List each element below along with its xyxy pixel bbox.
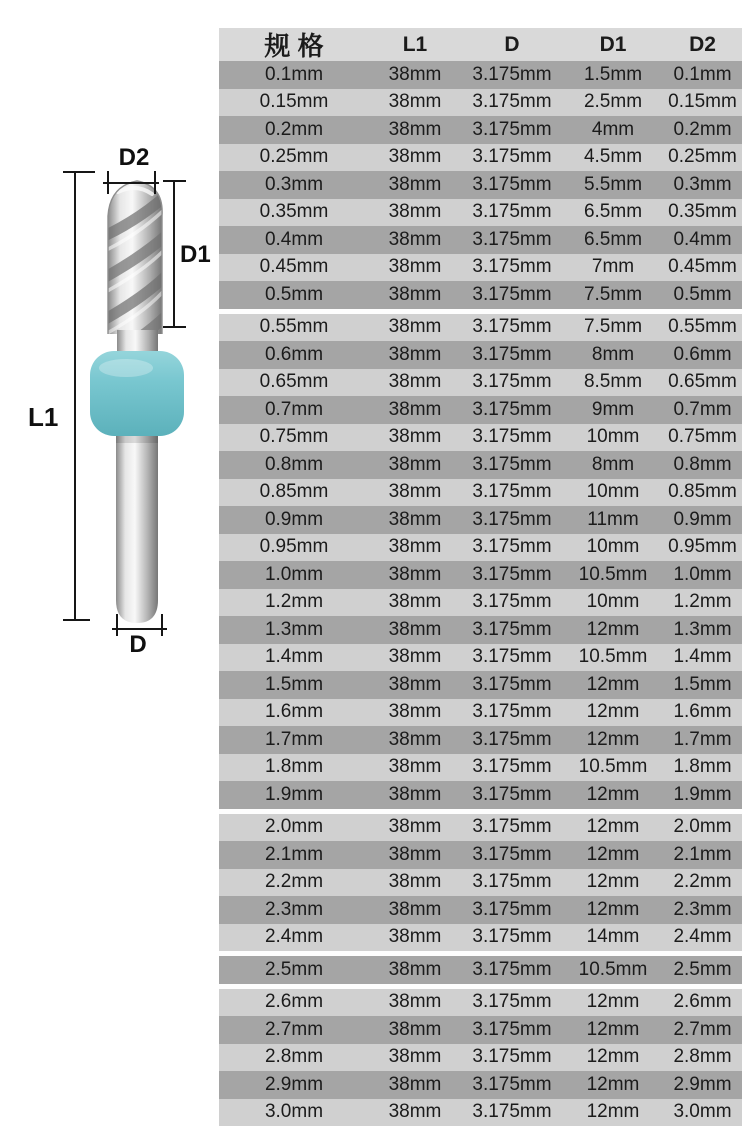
table-cell: 2.4mm — [264, 926, 324, 948]
table-cell: 6.5mm — [583, 228, 643, 250]
table-cell: 3.175mm — [472, 146, 552, 168]
table-cell: 38mm — [388, 926, 442, 948]
table-cell: 0.65mm — [259, 371, 329, 393]
table-cell: 38mm — [388, 283, 442, 305]
table-cell: 38mm — [388, 701, 442, 723]
table-cell: 38mm — [388, 316, 442, 338]
table-cell: 0.3mm — [264, 173, 324, 195]
table-cell: 11mm — [587, 508, 639, 530]
table-row — [219, 226, 742, 254]
table-row — [219, 396, 742, 424]
table-cell: 38mm — [388, 201, 442, 223]
table-cell: 38mm — [388, 958, 442, 980]
table-cell: 3.175mm — [472, 871, 552, 893]
table-cell: 14mm — [586, 926, 640, 948]
table-cell: 3.175mm — [472, 91, 552, 113]
table-cell: 1.4mm — [264, 646, 324, 668]
table-cell: 38mm — [388, 481, 442, 503]
table-cell: 3.175mm — [472, 673, 552, 695]
table-cell: 3.175mm — [472, 453, 552, 475]
table-cell: 3.175mm — [472, 843, 552, 865]
table-row — [219, 61, 742, 89]
table-cell: 38mm — [388, 673, 442, 695]
table-cell: 2.9mm — [264, 1073, 324, 1095]
table-cell: 0.5mm — [264, 283, 324, 305]
table-cell: 38mm — [388, 228, 442, 250]
table-cell: 38mm — [388, 118, 442, 140]
table-cell: 3.175mm — [472, 201, 552, 223]
table-cell: 3.0mm — [673, 1101, 732, 1123]
table-row — [219, 506, 742, 534]
table-cell: 1.2mm — [673, 591, 732, 613]
table-cell: 38mm — [388, 898, 442, 920]
table-cell: 0.45mm — [259, 256, 329, 278]
table-cell: 0.9mm — [673, 508, 732, 530]
table-cell: 3.175mm — [472, 426, 552, 448]
table-row — [219, 814, 742, 842]
table-cell: 38mm — [388, 398, 442, 420]
table-cell: 10.5mm — [578, 563, 648, 585]
table-row — [219, 644, 742, 672]
table-cell: 3.175mm — [472, 563, 552, 585]
table-cell: 1.4mm — [673, 646, 732, 668]
table-cell: 0.35mm — [259, 201, 329, 223]
table-cell: 10.5mm — [578, 958, 648, 980]
table-cell: 2.6mm — [673, 991, 732, 1013]
table-row — [219, 254, 742, 282]
table-cell: 3.175mm — [472, 701, 552, 723]
table-cell: 3.175mm — [472, 756, 552, 778]
table-cell: 38mm — [388, 591, 442, 613]
table-cell: 1.7mm — [264, 728, 324, 750]
table-cell: 12mm — [586, 1018, 640, 1040]
table-cell: 3.175mm — [472, 591, 552, 613]
dimension-label-d1: D1 — [180, 241, 211, 268]
table-cell: 0.2mm — [264, 118, 324, 140]
table-cell: 38mm — [388, 426, 442, 448]
table-cell: 0.6mm — [264, 343, 324, 365]
table-cell: 2.3mm — [673, 898, 732, 920]
table-row — [219, 479, 742, 507]
table-cell: 1.6mm — [264, 701, 324, 723]
table-cell: 12mm — [586, 728, 640, 750]
spec-table — [219, 28, 742, 1126]
table-row — [219, 199, 742, 227]
table-cell: 3.175mm — [472, 898, 552, 920]
column-header: D1 — [599, 32, 627, 56]
table-cell: 0.1mm — [673, 63, 732, 85]
table-cell: 3.175mm — [472, 1046, 552, 1068]
table-cell: 38mm — [388, 843, 442, 865]
table-cell: 1.9mm — [264, 783, 324, 805]
table-cell: 4mm — [591, 118, 635, 140]
table-cell: 2.8mm — [673, 1046, 732, 1068]
table-cell: 38mm — [388, 146, 442, 168]
table-cell: 38mm — [388, 256, 442, 278]
table-cell: 3.175mm — [472, 783, 552, 805]
spec-table-header — [219, 28, 742, 61]
table-cell: 2.6mm — [264, 991, 324, 1013]
table-cell: 1.3mm — [264, 618, 324, 640]
table-cell: 0.3mm — [673, 173, 732, 195]
column-header: D — [504, 32, 520, 56]
table-cell: 1.2mm — [264, 591, 324, 613]
table-cell: 10mm — [586, 481, 640, 503]
table-cell: 3.175mm — [472, 1101, 552, 1123]
table-cell: 0.45mm — [668, 256, 737, 278]
table-cell: 7.5mm — [583, 283, 643, 305]
table-cell: 38mm — [388, 1101, 442, 1123]
table-cell: 38mm — [388, 816, 442, 838]
table-row — [219, 369, 742, 397]
table-cell: 12mm — [586, 816, 640, 838]
table-row — [219, 534, 742, 562]
table-cell: 2.1mm — [673, 843, 732, 865]
table-cell: 2.5mm — [264, 958, 324, 980]
table-cell: 12mm — [586, 1073, 640, 1095]
table-cell: 12mm — [586, 843, 640, 865]
table-cell: 12mm — [586, 871, 640, 893]
table-cell: 3.175mm — [472, 958, 552, 980]
table-cell: 4.5mm — [583, 146, 643, 168]
table-cell: 0.25mm — [668, 146, 737, 168]
table-cell: 12mm — [586, 618, 640, 640]
table-cell: 0.85mm — [668, 481, 737, 503]
table-row — [219, 869, 742, 897]
column-header: L1 — [402, 32, 428, 56]
table-row — [219, 616, 742, 644]
table-cell: 0.1mm — [264, 63, 324, 85]
table-cell: 1.7mm — [673, 728, 732, 750]
table-cell: 2.1mm — [264, 843, 324, 865]
table-row — [219, 1071, 742, 1099]
dimension-label-l1: L1 — [28, 402, 59, 432]
table-cell: 0.8mm — [264, 453, 324, 475]
table-row — [219, 671, 742, 699]
dimension-label-d2: D2 — [118, 144, 150, 171]
table-cell: 38mm — [388, 371, 442, 393]
table-row — [219, 841, 742, 869]
table-cell: 1.6mm — [673, 701, 732, 723]
table-cell: 12mm — [586, 898, 640, 920]
table-row — [219, 896, 742, 924]
table-row — [219, 281, 742, 309]
table-row — [219, 424, 742, 452]
table-cell: 0.2mm — [673, 118, 732, 140]
spec-table-body — [219, 61, 742, 1126]
table-cell: 1.5mm — [583, 63, 643, 85]
table-cell: 3.0mm — [264, 1101, 324, 1123]
table-cell: 2.5mm — [583, 91, 643, 113]
table-cell: 3.175mm — [472, 398, 552, 420]
table-cell: 38mm — [388, 563, 442, 585]
table-cell: 2.7mm — [673, 1018, 732, 1040]
table-cell: 0.95mm — [668, 536, 737, 558]
table-cell: 0.95mm — [259, 536, 329, 558]
table-row — [219, 589, 742, 617]
table-row — [219, 1016, 742, 1044]
table-cell: 10mm — [586, 426, 640, 448]
table-cell: 3.175mm — [472, 1073, 552, 1095]
table-cell: 3.175mm — [472, 371, 552, 393]
table-cell: 3.175mm — [472, 728, 552, 750]
table-cell: 8.5mm — [583, 371, 643, 393]
table-cell: 0.75mm — [668, 426, 737, 448]
table-cell: 8mm — [591, 453, 635, 475]
table-row — [219, 781, 742, 809]
table-cell: 38mm — [388, 756, 442, 778]
table-cell: 10.5mm — [578, 756, 648, 778]
table-cell: 2.2mm — [673, 871, 732, 893]
table-cell: 38mm — [388, 728, 442, 750]
table-cell: 3.175mm — [472, 536, 552, 558]
table-cell: 0.65mm — [668, 371, 737, 393]
table-cell: 0.55mm — [259, 316, 329, 338]
table-cell: 1.0mm — [264, 563, 324, 585]
table-row — [219, 451, 742, 479]
table-cell: 38mm — [388, 646, 442, 668]
table-cell: 2.0mm — [264, 816, 324, 838]
table-cell: 3.175mm — [472, 646, 552, 668]
table-cell: 1.9mm — [673, 783, 732, 805]
table-row — [219, 726, 742, 754]
table-cell: 3.175mm — [472, 283, 552, 305]
table-row — [219, 1099, 742, 1127]
table-cell: 0.9mm — [264, 508, 324, 530]
table-cell: 0.6mm — [673, 343, 732, 365]
table-cell: 38mm — [388, 453, 442, 475]
table-cell: 38mm — [388, 783, 442, 805]
dimension-label-d: D — [129, 631, 147, 658]
table-cell: 2.9mm — [673, 1073, 732, 1095]
table-cell: 1.3mm — [673, 618, 732, 640]
table-cell: 38mm — [388, 1073, 442, 1095]
table-cell: 1.0mm — [673, 563, 732, 585]
table-cell: 10mm — [586, 591, 640, 613]
table-cell: 3.175mm — [472, 343, 552, 365]
table-cell: 0.75mm — [259, 426, 329, 448]
table-cell: 0.85mm — [259, 481, 329, 503]
table-cell: 2.0mm — [673, 816, 732, 838]
table-cell: 2.5mm — [673, 958, 732, 980]
table-cell: 38mm — [388, 91, 442, 113]
table-cell: 3.175mm — [472, 816, 552, 838]
table-cell: 12mm — [586, 701, 640, 723]
table-cell: 0.25mm — [259, 146, 329, 168]
table-cell: 10mm — [586, 536, 640, 558]
table-cell: 2.8mm — [264, 1046, 324, 1068]
table-cell: 3.175mm — [472, 118, 552, 140]
table-cell: 8mm — [591, 343, 635, 365]
table-cell: 1.8mm — [673, 756, 732, 778]
table-cell: 38mm — [388, 871, 442, 893]
table-cell: 38mm — [388, 1018, 442, 1040]
table-row — [219, 144, 742, 172]
column-header: 规 格 — [264, 31, 324, 61]
table-cell: 5.5mm — [583, 173, 643, 195]
table-cell: 38mm — [388, 536, 442, 558]
drill-bit-illustration — [0, 0, 230, 700]
table-cell: 3.175mm — [472, 618, 552, 640]
table-row — [219, 171, 742, 199]
table-cell: 0.15mm — [259, 91, 329, 113]
table-cell: 3.175mm — [472, 1018, 552, 1040]
table-row — [219, 89, 742, 117]
table-cell: 3.175mm — [472, 926, 552, 948]
table-row — [219, 1044, 742, 1072]
table-cell: 38mm — [388, 173, 442, 195]
table-cell: 38mm — [388, 618, 442, 640]
table-cell: 12mm — [586, 1101, 640, 1123]
table-row — [219, 989, 742, 1017]
table-cell: 38mm — [388, 1046, 442, 1068]
table-cell: 0.55mm — [668, 316, 737, 338]
table-cell: 3.175mm — [472, 228, 552, 250]
table-row — [219, 314, 742, 342]
table-cell: 38mm — [388, 63, 442, 85]
table-cell: 10.5mm — [578, 646, 648, 668]
table-cell: 3.175mm — [472, 991, 552, 1013]
table-cell: 3.175mm — [472, 481, 552, 503]
table-row — [219, 341, 742, 369]
table-cell: 12mm — [586, 783, 640, 805]
table-row — [219, 924, 742, 952]
table-row — [219, 561, 742, 589]
table-row — [219, 754, 742, 782]
table-cell: 2.4mm — [673, 926, 732, 948]
table-row — [219, 956, 742, 984]
table-cell: 38mm — [388, 508, 442, 530]
table-cell: 0.5mm — [673, 283, 732, 305]
table-cell: 2.7mm — [264, 1018, 324, 1040]
column-header: D2 — [689, 32, 716, 56]
table-row — [219, 699, 742, 727]
table-cell: 12mm — [586, 1046, 640, 1068]
table-cell: 2.2mm — [264, 871, 324, 893]
table-cell: 3.175mm — [472, 63, 552, 85]
table-cell: 0.35mm — [668, 201, 737, 223]
table-cell: 0.7mm — [264, 398, 324, 420]
table-cell: 2.3mm — [264, 898, 324, 920]
table-cell: 0.15mm — [668, 91, 737, 113]
table-cell: 12mm — [586, 991, 640, 1013]
table-cell: 7.5mm — [583, 316, 643, 338]
table-cell: 0.4mm — [673, 228, 732, 250]
table-cell: 1.5mm — [673, 673, 732, 695]
table-cell: 0.4mm — [264, 228, 324, 250]
table-cell: 9mm — [591, 398, 635, 420]
table-cell: 0.7mm — [673, 398, 732, 420]
table-cell: 3.175mm — [472, 173, 552, 195]
table-cell: 1.5mm — [264, 673, 324, 695]
table-row — [219, 116, 742, 144]
drill-collar-ring — [90, 351, 184, 436]
table-cell: 6.5mm — [583, 201, 643, 223]
table-cell: 3.175mm — [472, 256, 552, 278]
table-cell: 7mm — [591, 256, 635, 278]
table-cell: 0.8mm — [673, 453, 732, 475]
table-cell: 38mm — [388, 343, 442, 365]
table-cell: 3.175mm — [472, 508, 552, 530]
drill-bit-diagram — [0, 0, 230, 700]
table-cell: 1.8mm — [264, 756, 324, 778]
table-cell: 3.175mm — [472, 316, 552, 338]
table-cell: 12mm — [586, 673, 640, 695]
table-cell: 38mm — [388, 991, 442, 1013]
